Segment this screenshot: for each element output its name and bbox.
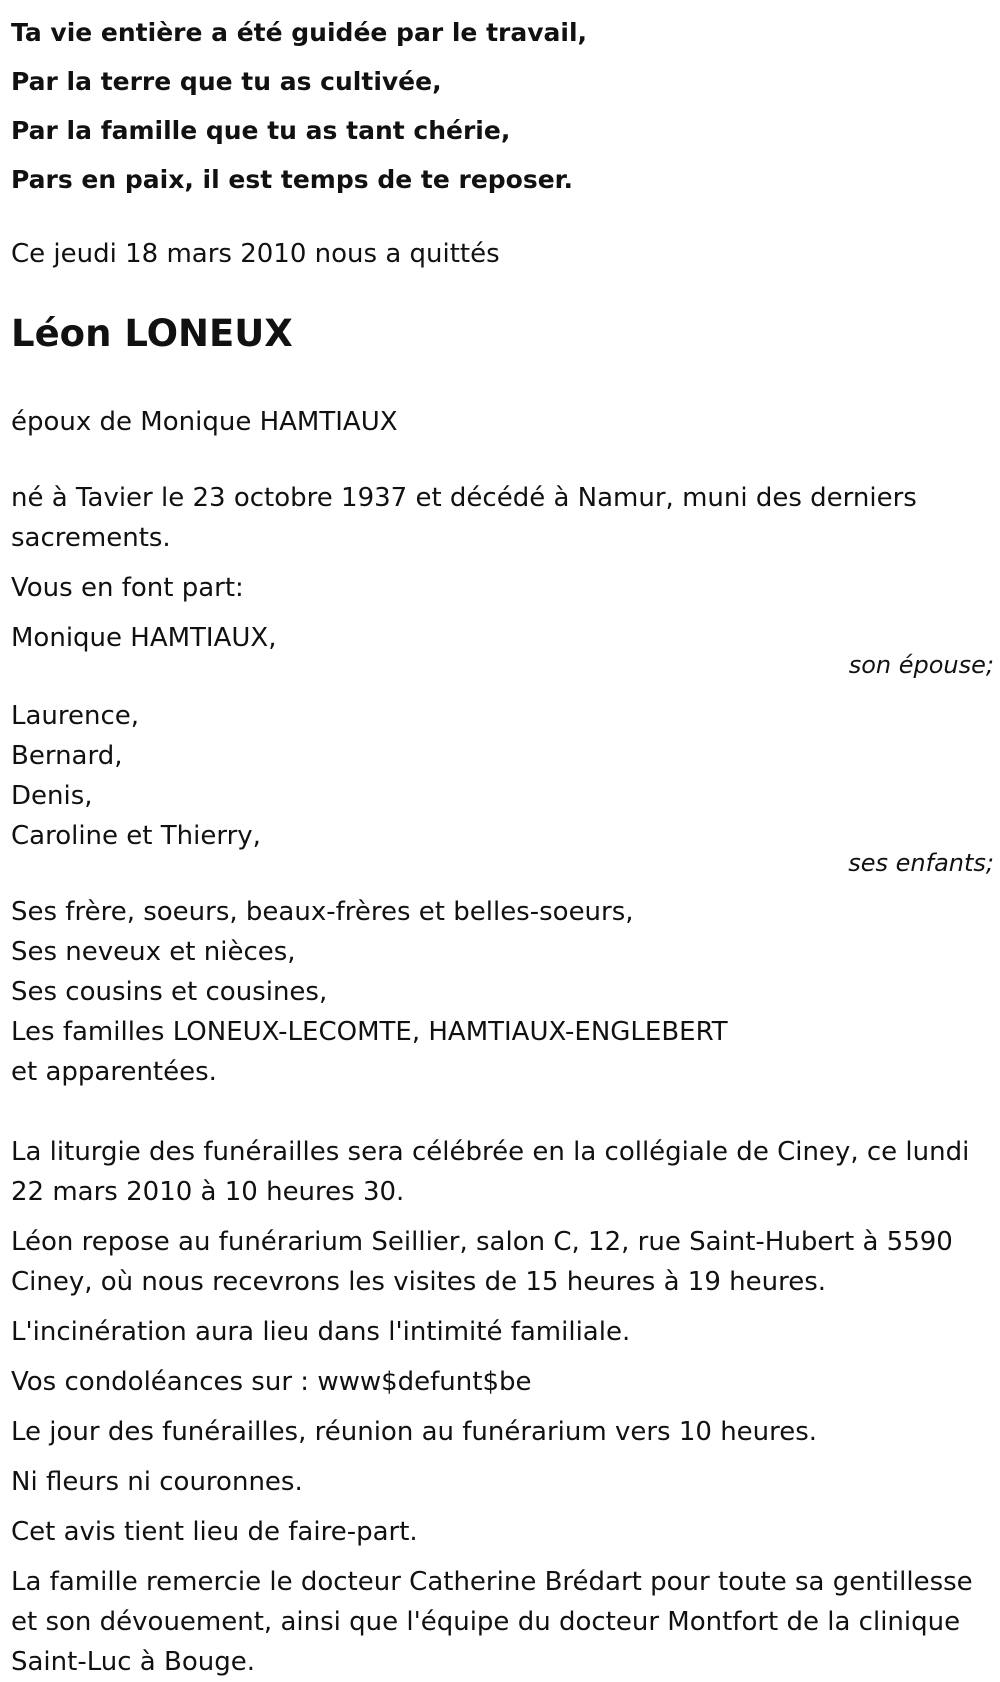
flowers-paragraph: Ni fleurs ni couronnes.: [11, 1467, 303, 1497]
poem-line-3: Par la famille que tu as tant chérie,: [11, 116, 511, 145]
children-relation: ses enfants;: [848, 849, 994, 877]
family-line: Les familles LONEUX-LECOMTE, HAMTIAUX-ENGLEBERT: [11, 1017, 728, 1047]
poem: [11, 0, 996, 204]
death-date-line: Ce jeudi 18 mars 2010 nous a quittés: [11, 239, 500, 269]
child-name: Laurence,: [11, 701, 140, 731]
birth-death-line: né à Tavier le 23 octobre 1937 et décédé à Namur, muni des derniers sacrements.: [11, 483, 917, 553]
cremation-paragraph: L'incinération aura lieu dans l'intimité familiale.: [11, 1317, 631, 1347]
announce-line: Vous en font part:: [11, 573, 244, 603]
poem-line-2: Par la terre que tu as cultivée,: [11, 67, 442, 96]
spouse-of-line: époux de Monique HAMTIAUX: [11, 407, 398, 437]
funeral-home-paragraph: Léon repose au funérarium Seillier, salon C, 12, rue Saint-Hubert à 5590 Ciney, où nous recevrons les visites de 15 heures à 19 heures.: [11, 1227, 953, 1297]
children-group: [11, 696, 996, 878]
condolences-paragraph: Vos condoléances sur : www$defunt$be: [11, 1367, 532, 1397]
deceased-name: Léon LONEUX: [11, 312, 293, 355]
family-line: Ses neveux et nièces,: [11, 937, 296, 967]
child-name: Denis,: [11, 781, 93, 811]
family-line: Ses cousins et cousines,: [11, 977, 328, 1007]
child-name: Bernard,: [11, 741, 123, 771]
spouse-relation: son épouse;: [848, 651, 994, 679]
obituary-page: [11, 0, 996, 1682]
spouse-name: Monique HAMTIAUX,: [11, 623, 277, 653]
spouse-group: [11, 618, 996, 680]
liturgy-paragraph: La liturgie des funérailles sera célébrée en la collégiale de Ciney, ce lundi 22 mars 2010 à 10 heures 30.: [11, 1137, 970, 1207]
meeting-paragraph: Le jour des funérailles, réunion au funérarium vers 10 heures.: [11, 1417, 818, 1447]
thanks-paragraph: La famille remercie le docteur Catherine Brédart pour toute sa gentillesse et son dévouement, ainsi que l'équipe du docteur Montfort de la clinique Saint-Luc à Bouge.: [11, 1567, 973, 1677]
poem-line-4: Pars en paix, il est temps de te reposer.: [11, 165, 573, 194]
notice-note-paragraph: Cet avis tient lieu de faire-part.: [11, 1517, 418, 1547]
family-line: Ses frère, soeurs, beaux-frères et belles-soeurs,: [11, 897, 634, 927]
poem-line-1: Ta vie entière a été guidée par le travail,: [11, 18, 588, 47]
extended-family-group: [11, 892, 996, 1092]
family-line: et apparentées.: [11, 1057, 217, 1087]
child-name: Caroline et Thierry,: [11, 821, 261, 851]
